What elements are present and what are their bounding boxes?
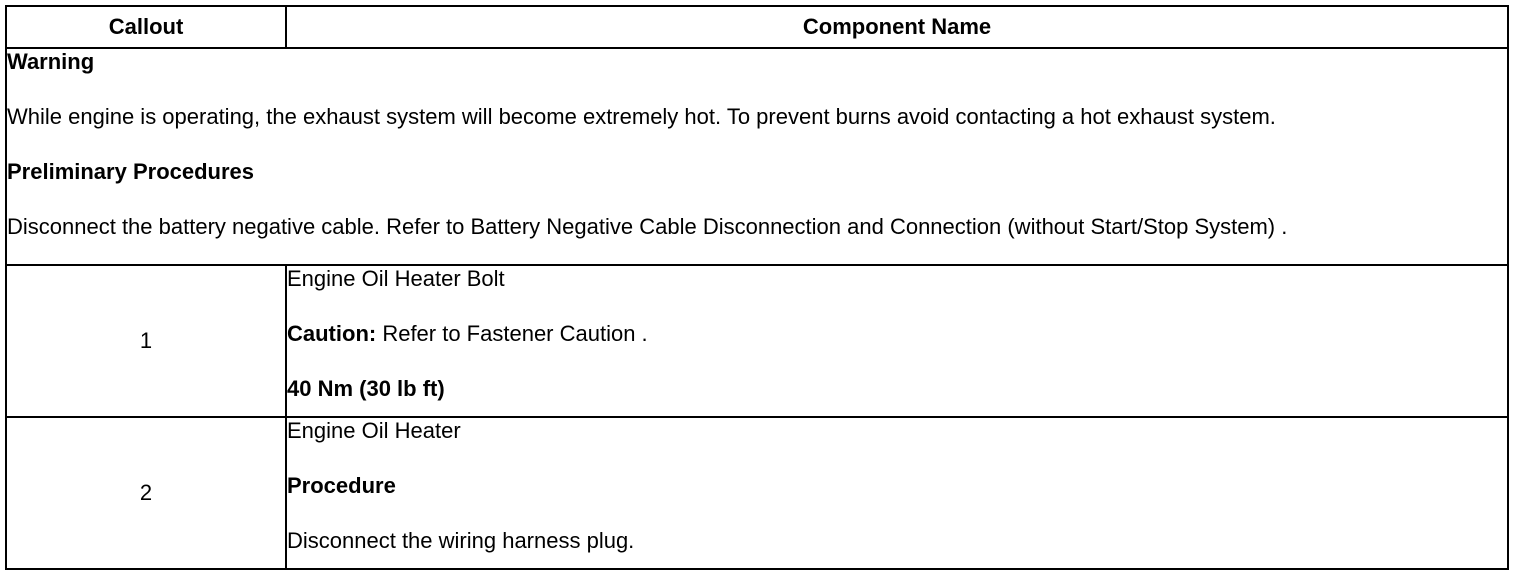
component-name: Engine Oil Heater Bolt	[287, 266, 505, 291]
caution-note	[287, 321, 1507, 376]
notes-row	[6, 48, 1508, 265]
header-component-name: Component Name	[286, 6, 1508, 48]
procedure-text: Disconnect the wiring harness plug.	[287, 528, 635, 553]
torque-spec: 40 Nm (30 lb ft)	[287, 376, 445, 401]
component-name: Engine Oil Heater	[287, 418, 461, 443]
preliminary-title: Preliminary Procedures	[7, 159, 255, 184]
callout-number: 2	[6, 417, 286, 569]
caution-label: Caution:	[287, 321, 377, 346]
preliminary-text: Disconnect the battery negative cable. Refer to Battery Negative Cable Disconnection and Connection (without Start/Stop System) .	[7, 214, 1288, 239]
table-row	[6, 417, 1508, 569]
header-callout: Callout	[6, 6, 286, 48]
table-header-row	[6, 6, 1508, 48]
component-cell	[286, 417, 1508, 569]
component-table	[5, 5, 1509, 570]
document-page	[5, 5, 1507, 570]
component-cell	[286, 265, 1508, 417]
procedure-label: Procedure	[287, 473, 396, 498]
warning-title: Warning	[7, 49, 95, 74]
warning-text: While engine is operating, the exhaust system will become extremely hot. To prevent burns avoid contacting a hot exhaust system.	[7, 104, 1276, 129]
notes-cell	[6, 48, 1508, 265]
table-row	[6, 265, 1508, 417]
callout-number: 1	[6, 265, 286, 417]
caution-text: Refer to Fastener Caution .	[376, 321, 648, 346]
